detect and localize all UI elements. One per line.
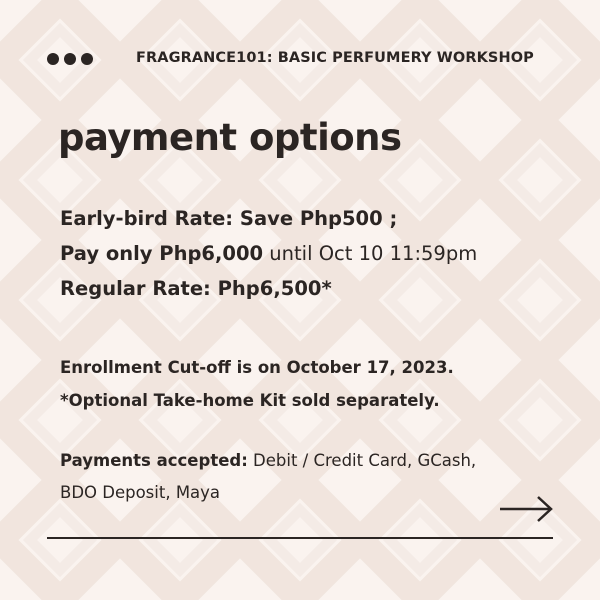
enrollment-cutoff: Enrollment Cut-off is on October 17, 2023. (60, 358, 454, 377)
divider (47, 537, 553, 539)
arrow-right-icon[interactable] (498, 494, 554, 524)
payment-methods: Debit / Credit Card, GCash, (247, 451, 477, 470)
pay-only-price: Pay only Php6,000 (60, 242, 264, 265)
dot (64, 53, 76, 65)
early-bird-rate (60, 207, 397, 230)
three-dots-icon[interactable] (47, 53, 93, 65)
regular-rate (60, 277, 332, 300)
payments-line-1 (60, 451, 476, 470)
header-title: FRAGRANCE101: BASIC PERFUMERY WORKSHOP (136, 50, 534, 66)
regular-rate-text: Regular Rate: Php6,500* (60, 277, 332, 300)
kit-note: *Optional Take-home Kit sold separately. (60, 391, 440, 410)
deadline-text: until Oct 10 11:59pm (263, 242, 478, 265)
early-bird-price (60, 242, 477, 265)
early-bird-label: Early-bird Rate: Save Php500 ; (60, 207, 398, 230)
payments-label: Payments accepted: (60, 451, 248, 470)
payments-line-2: BDO Deposit, Maya (60, 483, 221, 502)
dot (81, 53, 93, 65)
page-title: payment options (58, 116, 402, 159)
dot (47, 53, 59, 65)
